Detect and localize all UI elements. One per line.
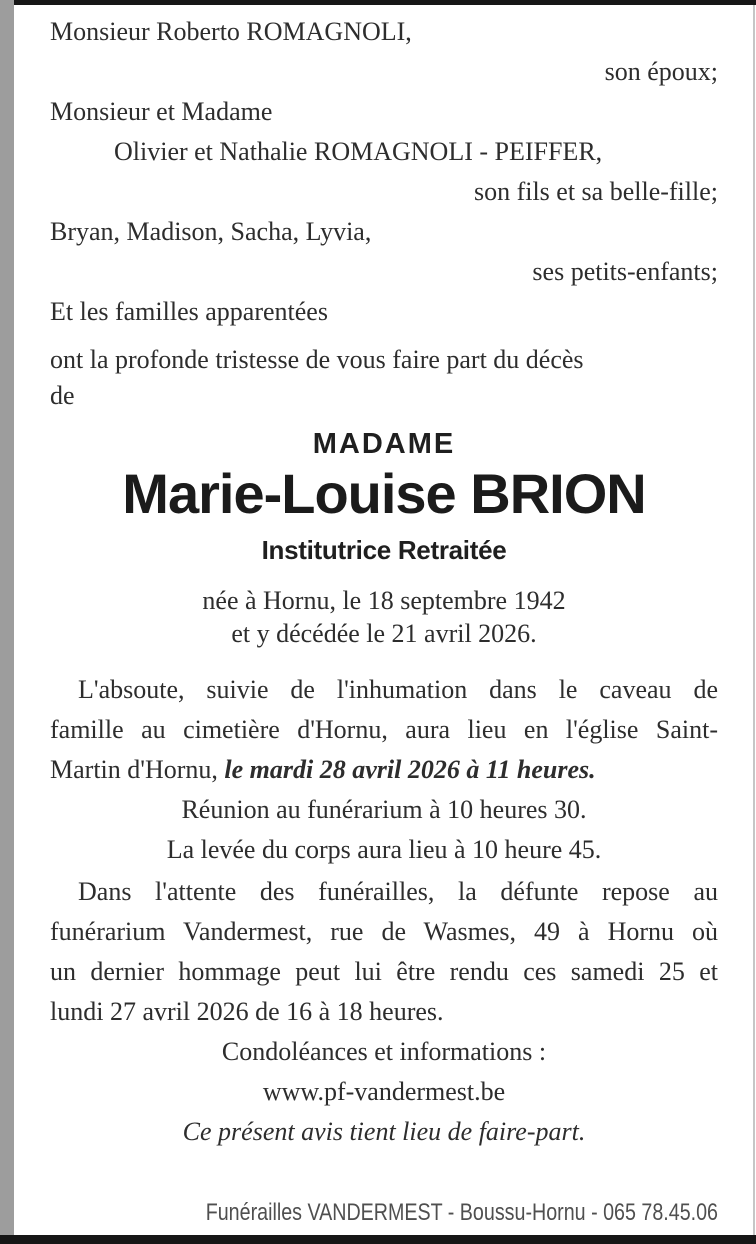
relative-line-couple-prefix: Monsieur et Madame xyxy=(50,97,273,126)
civility-title: MADAME xyxy=(312,428,456,460)
relative-line-families: Et les familles apparentées xyxy=(50,297,328,326)
ceremony-line-1: L'absoute, suivie de l'inhumation dans le caveau de xyxy=(78,675,718,704)
relative-line-son-names: Olivier et Nathalie ROMAGNOLI - PEIFFER, xyxy=(114,137,603,166)
faire-part-line: Ce présent avis tient lieu de faire-part. xyxy=(182,1117,586,1146)
relative-role-husband: son époux; xyxy=(604,57,718,86)
ceremony-paragraph xyxy=(50,670,718,790)
announcement-line-cont: de xyxy=(50,381,75,410)
repose-line-4: lundi 27 avril 2026 de 16 à 18 heures. xyxy=(50,997,444,1026)
relative-role-grandchildren: ses petits-enfants; xyxy=(532,257,718,286)
relative-line-husband-name: Monsieur Roberto ROMAGNOLI, xyxy=(50,17,412,46)
levee-line: La levée du corps aura lieu à 10 heure 45. xyxy=(166,835,602,864)
birth-line: née à Hornu, le 18 septembre 1942 xyxy=(202,586,566,615)
relative-role-son: son fils et sa belle-fille; xyxy=(473,177,718,206)
funeral-home-footer: Funérailles VANDERMEST - Boussu-Hornu - 065 78.45.06 xyxy=(205,1199,719,1226)
ceremony-line-2: famille au cimetière d'Hornu, aura lieu en l'église Saint- xyxy=(50,715,718,744)
ceremony-line-3 xyxy=(50,750,718,790)
ceremony-line-3-normal: Martin d'Hornu, xyxy=(50,755,225,784)
ceremony-date-bold: le mardi 28 avril 2026 à 11 heures. xyxy=(224,755,596,784)
deceased-profession: Institutrice Retraitée xyxy=(261,535,507,565)
bottom-black-border xyxy=(0,1235,756,1244)
relative-line-grandchildren: Bryan, Madison, Sacha, Lyvia, xyxy=(50,217,372,246)
announcement-line: ont la profonde tristesse de vous faire part du décès xyxy=(50,345,584,374)
website-url: www.pf-vandermest.be xyxy=(262,1077,506,1106)
deceased-name: Marie-Louise BRION xyxy=(122,462,646,525)
condolences-line: Condoléances et informations : xyxy=(221,1037,547,1066)
repose-line-3: un dernier hommage peut lui être rendu ces samedi 25 et xyxy=(50,957,718,986)
repose-paragraph xyxy=(50,872,718,1032)
repose-line-1: Dans l'attente des funérailles, la défunte repose au xyxy=(78,877,718,906)
meeting-line: Réunion au funérarium à 10 heures 30. xyxy=(181,795,587,824)
repose-line-2: funérarium Vandermest, rue de Wasmes, 49 à Hornu où xyxy=(50,917,718,946)
death-line: et y décédée le 21 avril 2026. xyxy=(231,619,537,648)
